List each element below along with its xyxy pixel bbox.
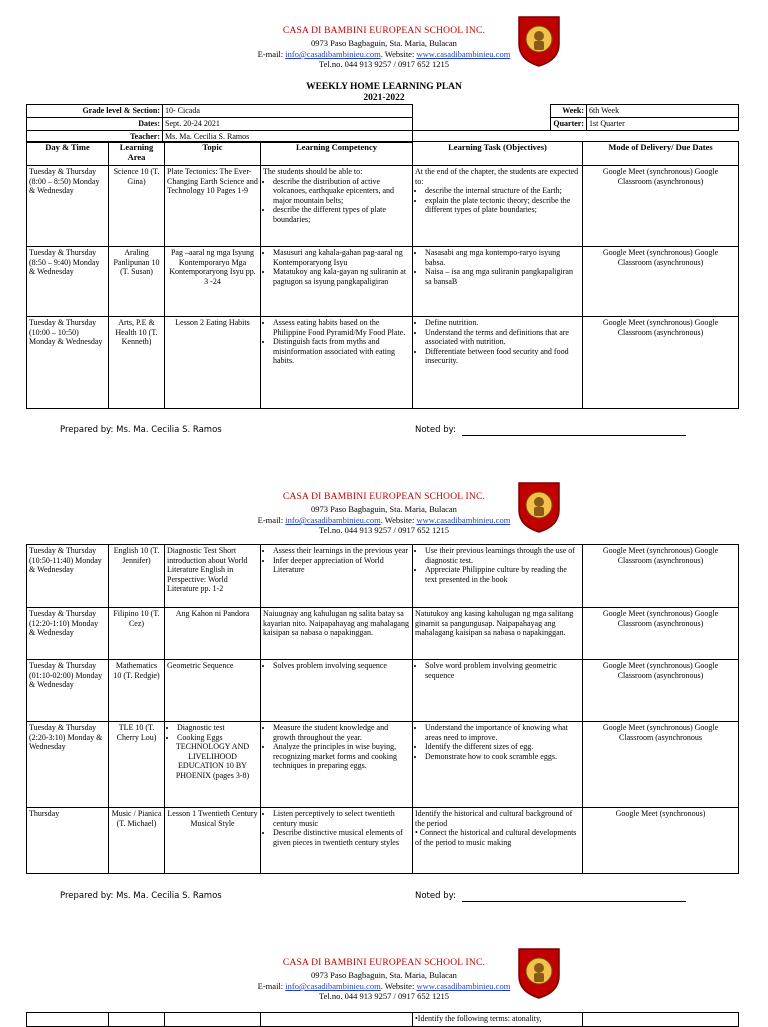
row-day: Tuesday & Thursday (10:50-11:40) Monday & Wednesday (27, 545, 109, 608)
row-day: Tuesday & Thursday (8:50 – 9:40) Monday & Wednesday (27, 247, 109, 317)
row-task: •Identify the following terms: atonality, (413, 1013, 583, 1027)
school-address: 0973 Paso Bagbaguin, Sta. Maria, Bulacan (311, 970, 457, 980)
row-competency: • Listen perceptively to select twentieth century music • Describe distinctive musical elements of given pieces in twentieth century styles (261, 808, 413, 874)
crest-lion-icon (516, 480, 562, 534)
col-topic: Topic (165, 142, 261, 166)
table-row (27, 166, 739, 247)
dates-label: Dates: (27, 118, 163, 131)
row-area: Arts, P.E & Health 10 (T. Kenneth) (109, 317, 165, 409)
row-competency: • Assess their learnings in the previous year • Infer deeper appreciation of World Literature (261, 545, 413, 608)
row-day: Tuesday & Thursday (2:20-3:10) Monday & Wednesday (27, 722, 109, 808)
row-day: Tuesday & Thursday (10:00 – 10:50) Monday & Wednesday (27, 317, 109, 409)
plan-year: 2021-2022 (363, 93, 405, 103)
school-contact: E-mail: info@casadibambinieu.com. Website: www.casadibambinieu.com (257, 981, 511, 991)
signature-line (462, 901, 686, 902)
email-link[interactable]: info@casadibambinieu.com (285, 515, 381, 525)
school-name: CASA DI BAMBINI EUROPEAN SCHOOL INC. (282, 958, 486, 968)
noted-by: Noted by: (415, 425, 456, 435)
website-link[interactable]: www.casadibambinieu.com (416, 515, 511, 525)
row-topic: Lesson 1 Twentieth Century Musical Style (165, 808, 261, 874)
col-day: Day & Time (27, 142, 109, 166)
school-tel: Tel.no. 044 913 9257 / 0917 652 1215 (319, 525, 449, 535)
row-competency: • Assess eating habits based on the Philippine Food Pyramid/My Food Plate. • Distinguish facts from myths and misinformation associated with eating habits. (261, 317, 413, 409)
row-competency: • Masusuri ang kahala-gahan pag-aaral ng Kontemporaryong Isyu • Matatukoy ang kala-gayan ng suliranin at pagtugon sa isyung pangkapaligiran (261, 247, 413, 317)
table-row (27, 247, 739, 317)
col-competency: Learning Competency (261, 142, 413, 166)
row-topic: Pag –aaral ng mga Isyung Kontemporaryo Mga Kontemporaryong Isyu pp. 3 -24 (165, 247, 261, 317)
row-topic: Plate Tectonics: The Ever- Changing Earth Science and Technology 10 Pages 1-9 (165, 166, 261, 247)
row-area: Filipino 10 (T. Cez) (109, 608, 165, 660)
week-value: 6th Week (587, 105, 739, 118)
signature-line (462, 435, 686, 436)
row-topic: Ang Kahon ni Pandora (165, 608, 261, 660)
row-task: At the end of the chapter, the students are expected to: • describe the internal structure of the Earth; • explain the plate tectonic theory; describe the different types of plate boundaries; (413, 166, 583, 247)
grade-value: 10- Cicada (163, 105, 413, 118)
school-address: 0973 Paso Bagbaguin, Sta. Maria, Bulacan (311, 504, 457, 514)
row-task: Natutukoy ang kasing kahulugan ng mga salitang ginamit sa pangungusap. Naipapahayag ang mahalagang kaisipan sa nabasa o napakinggan. (413, 608, 583, 660)
row-task: • Solve word problem involving geometric sequence (413, 660, 583, 722)
col-area: Learning Area (109, 142, 165, 166)
row-area: Mathematics 10 (T. Redgie) (109, 660, 165, 722)
email-link[interactable]: info@casadibambinieu.com (285, 49, 381, 59)
table-row (27, 722, 739, 808)
row-area: TLE 10 (T. Cherry Lou) (109, 722, 165, 808)
crest-lion-icon (516, 14, 562, 68)
school-tel: Tel.no. 044 913 9257 / 0917 652 1215 (319, 59, 449, 69)
plan-header-table (26, 104, 739, 143)
row-topic: Geometric Sequence (165, 660, 261, 722)
row-topic: • Diagnostic test • Cooking Eggs TECHNOLOGY AND LIVELIHOOD EDUCATION 10 BY PHOENIX (pages 3-8) (165, 722, 261, 808)
plan-table-2 (26, 544, 739, 874)
row-task: • Define nutrition. • Understand the terms and definitions that are associated with nutrition. • Differentiate between food security and food insecurity. (413, 317, 583, 409)
plan-table-3 (26, 1012, 739, 1027)
row-area: Araling Panlipunan 10 (T. Susan) (109, 247, 165, 317)
email-link[interactable]: info@casadibambinieu.com (285, 981, 381, 991)
teacher-label: Teacher: (27, 130, 163, 143)
row-mode: Google Meet (synchronous) Google Classroom (asynchronous) (583, 166, 739, 247)
table-row (27, 545, 739, 608)
prepared-by: Prepared by: Ms. Ma. Cecilia S. Ramos (60, 425, 222, 435)
row-topic: Diagnostic Test Short introduction about World Literature English in Perspective: World Literature pp. 1-2 (165, 545, 261, 608)
row-day: Tuesday & Thursday (01:10-02:00) Monday & Wednesday (27, 660, 109, 722)
row-topic: Lesson 2 Eating Habits (165, 317, 261, 409)
dates-value: Sept. 20-24 2021 (163, 118, 413, 131)
quarter-value: 1st Quarter (587, 118, 739, 131)
row-competency: The students should be able to: • describe the distribution of active volcanoes, earthquake epicenters, and major mountain belts; • describe the different types of plate boundaries; (261, 166, 413, 247)
plan-table-1 (26, 141, 739, 409)
website-link[interactable]: www.casadibambinieu.com (416, 49, 511, 59)
row-day: Tuesday & Thursday (8:00 – 8:50) Monday & Wednesday (27, 166, 109, 247)
row-area: Science 10 (T. Gina) (109, 166, 165, 247)
table-row (27, 608, 739, 660)
row-mode: Google Meet (synchronous) (583, 808, 739, 874)
row-mode: Google Meet (synchronous) Google Classroom (asynchronous) (583, 660, 739, 722)
row-day: Tuesday & Thursday (12:20-1:10) Monday & Wednesday (27, 608, 109, 660)
school-name: CASA DI BAMBINI EUROPEAN SCHOOL INC. (282, 492, 486, 502)
row-mode: Google Meet (synchronous) Google Classroom (asynchronous) (583, 608, 739, 660)
school-contact: E-mail: info@casadibambinieu.com. Website: www.casadibambinieu.com (257, 515, 511, 525)
crest-lion-icon (516, 946, 562, 1000)
table-header-row (27, 142, 739, 166)
col-mode: Mode of Delivery/ Due Dates (583, 142, 739, 166)
row-task: • Understand the importance of knowing what areas need to improve. • Identify the different sizes of egg. • Demonstrate how to cook scramble eggs. (413, 722, 583, 808)
row-task: • Use their previous learnings through the use of diagnostic test. • Appreciate Philippine culture by reading the text presented in the book (413, 545, 583, 608)
col-task: Learning Task (Objectives) (413, 142, 583, 166)
row-task: Identify the historical and cultural background of the period • Connect the historical and cultural developments of the period to music making (413, 808, 583, 874)
row-competency: • Measure the student knowledge and growth throughout the year. • Analyze the principles in wise buying, recognizing market forms and cooking techniques in preparing eggs. (261, 722, 413, 808)
week-label: Week: (551, 105, 587, 118)
row-area: English 10 (T. Jennifer) (109, 545, 165, 608)
school-tel: Tel.no. 044 913 9257 / 0917 652 1215 (319, 991, 449, 1001)
school-contact: E-mail: info@casadibambinieu.com. Website: www.casadibambinieu.com (257, 49, 511, 59)
row-day: Thursday (27, 808, 109, 874)
school-name: CASA DI BAMBINI EUROPEAN SCHOOL INC. (282, 26, 486, 36)
prepared-by: Prepared by: Ms. Ma. Cecilia S. Ramos (60, 891, 222, 901)
row-competency: • Solves problem involving sequence (261, 660, 413, 722)
plan-title: WEEKLY HOME LEARNING PLAN (306, 82, 462, 92)
website-link[interactable]: www.casadibambinieu.com (416, 981, 511, 991)
row-mode: Google Meet (synchronous) Google Classroom (asynchronous) (583, 247, 739, 317)
grade-label: Grade level & Section: (27, 105, 163, 118)
table-row (27, 1013, 739, 1027)
row-task: • Nasasabi ang mga kontempo-raryo isyung babsa. • Naisa – isa ang mga suliranin pangkapaligiran sa bansaB (413, 247, 583, 317)
row-competency: Naiuugnay ang kahulugan ng salita batay sa kayarian nito. Naipapahayag ang mahalagang kaisipan sa nabasa o napakinggan. (261, 608, 413, 660)
noted-by: Noted by: (415, 891, 456, 901)
school-address: 0973 Paso Bagbaguin, Sta. Maria, Bulacan (311, 38, 457, 48)
table-row (27, 660, 739, 722)
table-row (27, 317, 739, 409)
quarter-label: Quarter: (551, 118, 587, 131)
row-mode: Google Meet (synchronous) Google Classroom (asynchronous) (583, 317, 739, 409)
row-area: Music / Pianica (T. Michael) (109, 808, 165, 874)
row-mode: Google Meet (synchronous) Google Classroom (asynchronous (583, 722, 739, 808)
table-row (27, 808, 739, 874)
teacher-value: Ms. Ma. Cecilia S. Ramos (163, 130, 413, 143)
row-mode: Google Meet (synchronous) Google Classroom (asynchronous) (583, 545, 739, 608)
